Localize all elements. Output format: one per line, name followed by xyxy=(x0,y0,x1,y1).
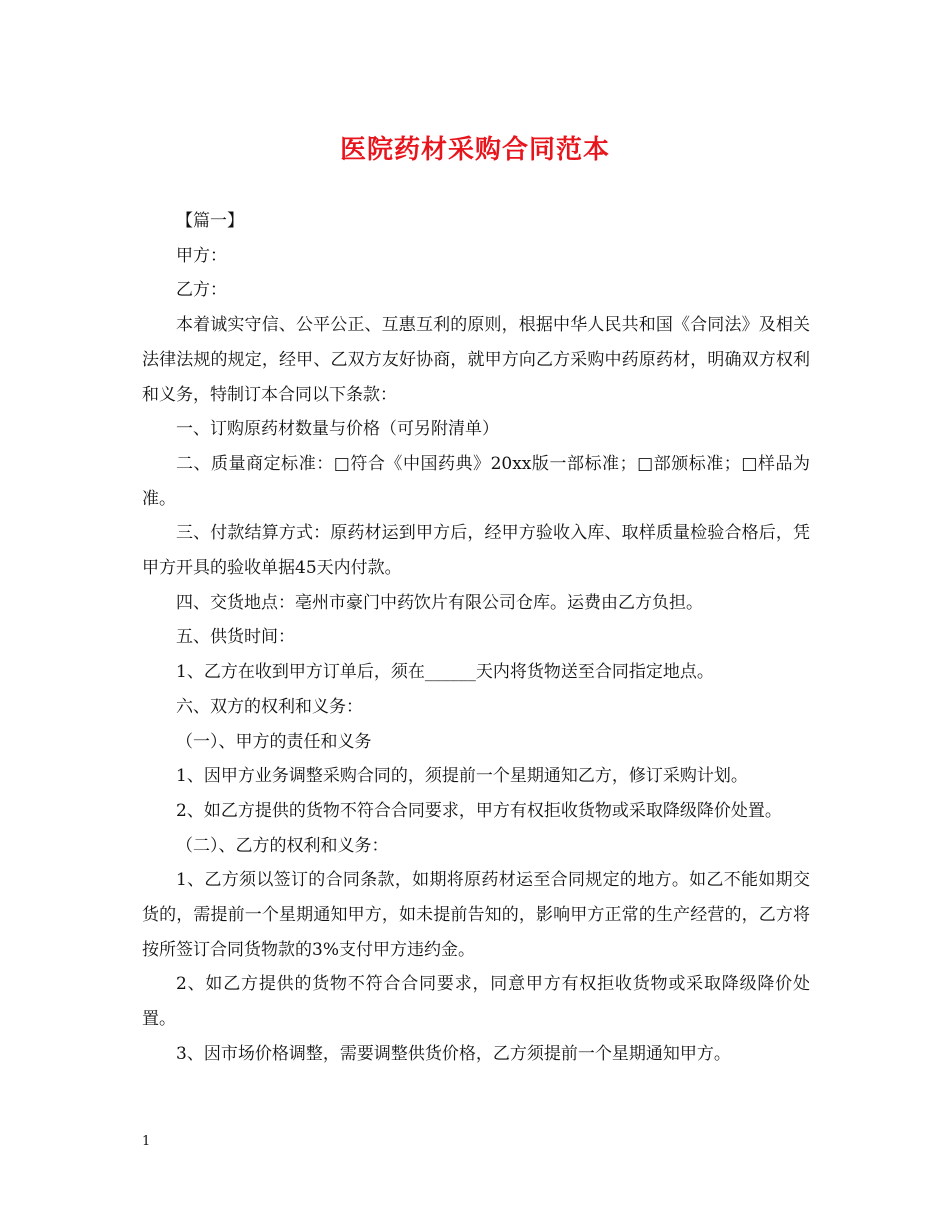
clause-6-sub-1: （一）、甲方的责任和义务 xyxy=(176,731,372,752)
section-heading: 【篇一】 xyxy=(176,211,244,231)
clause-4: 四、交货地点：亳州市豪门中药饮片有限公司仓库。运费由乙方负担。 xyxy=(176,592,703,613)
party-b-line: 乙方： xyxy=(176,280,227,301)
clause-6-sub-2-item-3: 3、因市场价格调整，需要调整供货价格，乙方须提前一个星期通知甲方。 xyxy=(176,1043,731,1064)
preamble-paragraph: 本着诚实守信、公平公正、互惠互利的原则，根据中华人民共和国《合同法》及相关法律法规的规定，经甲、乙双方友好协商，就甲方向乙方采购中药原药材，明确双方权利和义务，特制订本合同以下条款： xyxy=(142,315,810,405)
page-number: 1 xyxy=(142,1134,151,1149)
clause-6-sub-2-item-1: 1、乙方须以签订的合同条款，如期将原药材运至合同规定的地方。如乙不能如期交货的，需提前一个星期通知甲方，如未提前告知的，影响甲方正常的生产经营的，乙方将按所签订合同货物款的3%支付甲方违约金。 xyxy=(142,870,810,960)
clause-6-sub-2-item-2: 2、如乙方提供的货物不符合合同要求，同意甲方有权拒收货物或采取降级降价处置。 xyxy=(142,974,810,1030)
clause-6-sub-2: （二）、乙方的权利和义务： xyxy=(176,835,389,856)
document-title: 医院药材采购合同范本 xyxy=(339,135,610,165)
clause-5: 五、供货时间： xyxy=(176,627,295,648)
clause-6-sub-1-item-1: 1、因甲方业务调整采购合同的，须提前一个星期通知乙方，修订采购计划。 xyxy=(176,766,748,787)
clause-1: 一、订购原药材数量与价格（可另附清单） xyxy=(176,419,499,440)
clause-2: 二、质量商定标准：□符合《中国药典》20xx版一部标准；□部颁标准；□样品为准。 xyxy=(142,453,810,509)
clause-3: 三、付款结算方式：原药材运到甲方后，经甲方验收入库、取样质量检验合格后，凭甲方开具的验收单据45天内付款。 xyxy=(142,523,810,579)
document-body xyxy=(142,204,810,1072)
party-a-line: 甲方： xyxy=(176,245,227,266)
clause-5-item-1: 1、乙方在收到甲方订单后，须在______天内将货物送至合同指定地点。 xyxy=(176,662,714,683)
clause-6: 六、双方的权利和义务： xyxy=(176,696,363,717)
clause-6-sub-1-item-2: 2、如乙方提供的货物不符合合同要求，甲方有权拒收货物或采取降级降价处置。 xyxy=(176,800,782,821)
